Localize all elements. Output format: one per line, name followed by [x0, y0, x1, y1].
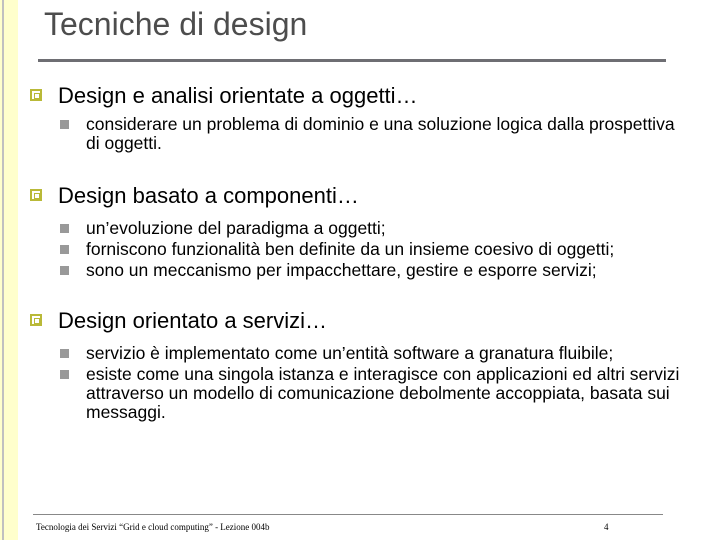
section-heading-text: Design basato a componenti…	[58, 183, 359, 208]
section-heading	[28, 308, 720, 334]
list-item-text: servizio è implementato come un’entità software a granatura fluibile;	[86, 343, 614, 363]
filled-square-bullet-icon	[60, 224, 69, 233]
list-item-text: sono un meccanismo per impacchettare, gestire e esporre servizi;	[86, 260, 597, 280]
list-item	[28, 115, 678, 153]
list-item-text: forniscono funzionalità ben definite da un insieme coesivo di oggetti;	[86, 239, 615, 259]
filled-square-bullet-icon	[60, 266, 69, 275]
list-item	[28, 261, 720, 280]
page-number: 4	[604, 522, 609, 532]
side-accent-line	[2, 0, 4, 540]
section-heading-text: Design e analisi orientate a oggetti…	[58, 83, 418, 108]
slide-body	[28, 83, 720, 422]
square-bullet-icon	[30, 189, 42, 201]
list-item-text: considerare un problema di dominio e una soluzione logica dalla prospettiva di oggetti.	[86, 114, 675, 153]
filled-square-bullet-icon	[60, 120, 69, 129]
list-item	[28, 365, 718, 422]
filled-square-bullet-icon	[60, 245, 69, 254]
side-accent-bar	[0, 0, 18, 540]
section-heading	[28, 183, 720, 209]
list-item-text: esiste come una singola istanza e interagisce con applicazioni ed altri servizi attraverso un modello di comunicazione debolmente accoppiata, basata sui messaggi.	[86, 364, 680, 422]
square-bullet-icon	[30, 89, 42, 101]
section-heading	[28, 83, 720, 109]
list-item	[28, 240, 720, 259]
title-divider	[38, 59, 666, 62]
square-bullet-icon	[30, 314, 42, 326]
filled-square-bullet-icon	[60, 349, 69, 358]
section-heading-text: Design orientato a servizi…	[58, 308, 328, 333]
slide-title: Tecniche di design	[44, 6, 308, 42]
list-item	[28, 219, 720, 238]
footer-caption: Tecnologia dei Servizi “Grid e cloud computing” - Lezione 004b	[36, 522, 270, 532]
list-item	[28, 344, 720, 363]
footer-divider	[33, 514, 663, 515]
filled-square-bullet-icon	[60, 370, 69, 379]
list-item-text: un’evoluzione del paradigma a oggetti;	[86, 218, 386, 238]
